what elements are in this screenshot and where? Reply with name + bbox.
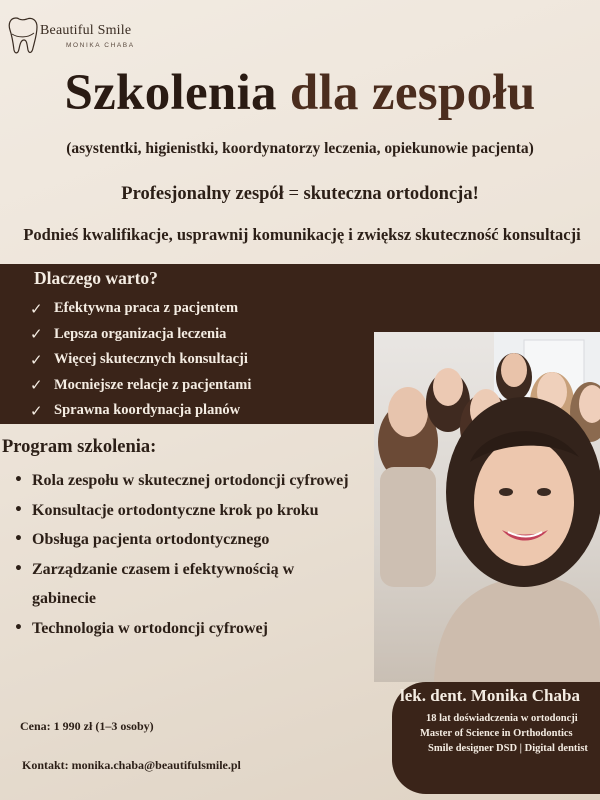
program-item xyxy=(12,525,362,555)
why-section-title: Dlaczego warto? xyxy=(34,268,158,288)
title-part2: dla zespołu xyxy=(289,65,536,121)
program-item xyxy=(12,555,362,614)
why-item-label: Lepsza organizacja leczenia xyxy=(54,325,227,342)
program-list xyxy=(12,466,362,643)
check-icon: ✓ xyxy=(30,325,43,344)
doctor-line-degree: Master of Science in Orthodontics xyxy=(420,728,573,739)
tooth-icon xyxy=(6,12,42,58)
team-member xyxy=(496,353,532,401)
tagline-equals: = xyxy=(288,184,299,204)
team-photo xyxy=(374,332,600,682)
bullet-icon: • xyxy=(14,619,23,636)
program-item-label: Obsługa pacjenta ortodontycznego xyxy=(32,531,270,548)
brand-subname: MONIKA CHABA xyxy=(66,42,135,49)
why-item-label: Więcej skutecznych konsultacji xyxy=(54,351,248,368)
why-item-label: Mocniejsze relacje z pacjentami xyxy=(54,376,252,393)
why-list xyxy=(30,296,251,424)
doctor-portrait xyxy=(434,397,600,682)
program-item-label: Rola zespołu w skutecznej ortodoncji cyfrowej xyxy=(32,472,349,489)
check-icon: ✓ xyxy=(30,350,43,369)
bullet-icon: • xyxy=(14,531,23,547)
why-item xyxy=(30,296,251,322)
program-item xyxy=(12,466,362,496)
check-icon: ✓ xyxy=(30,376,43,395)
tagline-part2: skuteczna ortodoncja! xyxy=(303,184,479,204)
tagline xyxy=(0,184,600,205)
check-icon: ✓ xyxy=(30,401,43,420)
contact-text: Kontakt: monika.chaba@beautifulsmile.pl xyxy=(22,758,241,772)
why-item xyxy=(30,322,251,348)
bullet-icon: • xyxy=(14,560,23,577)
doctor-line-experience: 18 lat doświadczenia w ortodoncji xyxy=(426,713,578,724)
program-item xyxy=(12,496,362,526)
lead-text: Podnieś kwalifikacje, usprawnij komunikację i zwiększ skuteczność konsultacji xyxy=(23,225,581,244)
doctor-line-specialty: Smile designer DSD | Digital dentist xyxy=(428,743,588,754)
why-item xyxy=(30,347,251,373)
why-item-label: Sprawna koordynacja planów xyxy=(54,402,241,419)
brand-name: Beautiful Smile xyxy=(40,23,132,38)
doctor-name: lek. dent. Monika Chaba xyxy=(400,686,580,705)
bullet-icon: • xyxy=(14,472,23,488)
program-item-label: Technologia w ortodoncji cyfrowej xyxy=(32,619,268,637)
price-text: Cena: 1 990 zł (1–3 osoby) xyxy=(20,719,154,733)
program-item xyxy=(12,614,362,644)
tagline-part1: Profesjonalny zespół xyxy=(121,184,284,204)
program-item-label: Zarządzanie czasem i efektywnością w gabinecie xyxy=(32,560,295,607)
bullet-icon: • xyxy=(14,501,23,518)
program-title: Program szkolenia: xyxy=(2,437,157,457)
brand-logo xyxy=(6,12,146,58)
why-item-label: Efektywna praca z pacjentem xyxy=(54,300,239,317)
check-icon: ✓ xyxy=(30,299,43,318)
subtitle: (asystentki, higienistki, koordynatorzy leczenia, opiekunowie pacjenta) xyxy=(66,140,534,157)
why-item xyxy=(30,398,251,424)
page-title xyxy=(0,64,600,122)
title-part1: Szkolenia xyxy=(64,65,277,121)
why-item xyxy=(30,373,251,399)
program-item-label: Konsultacje ortodontyczne krok po kroku xyxy=(32,501,319,519)
